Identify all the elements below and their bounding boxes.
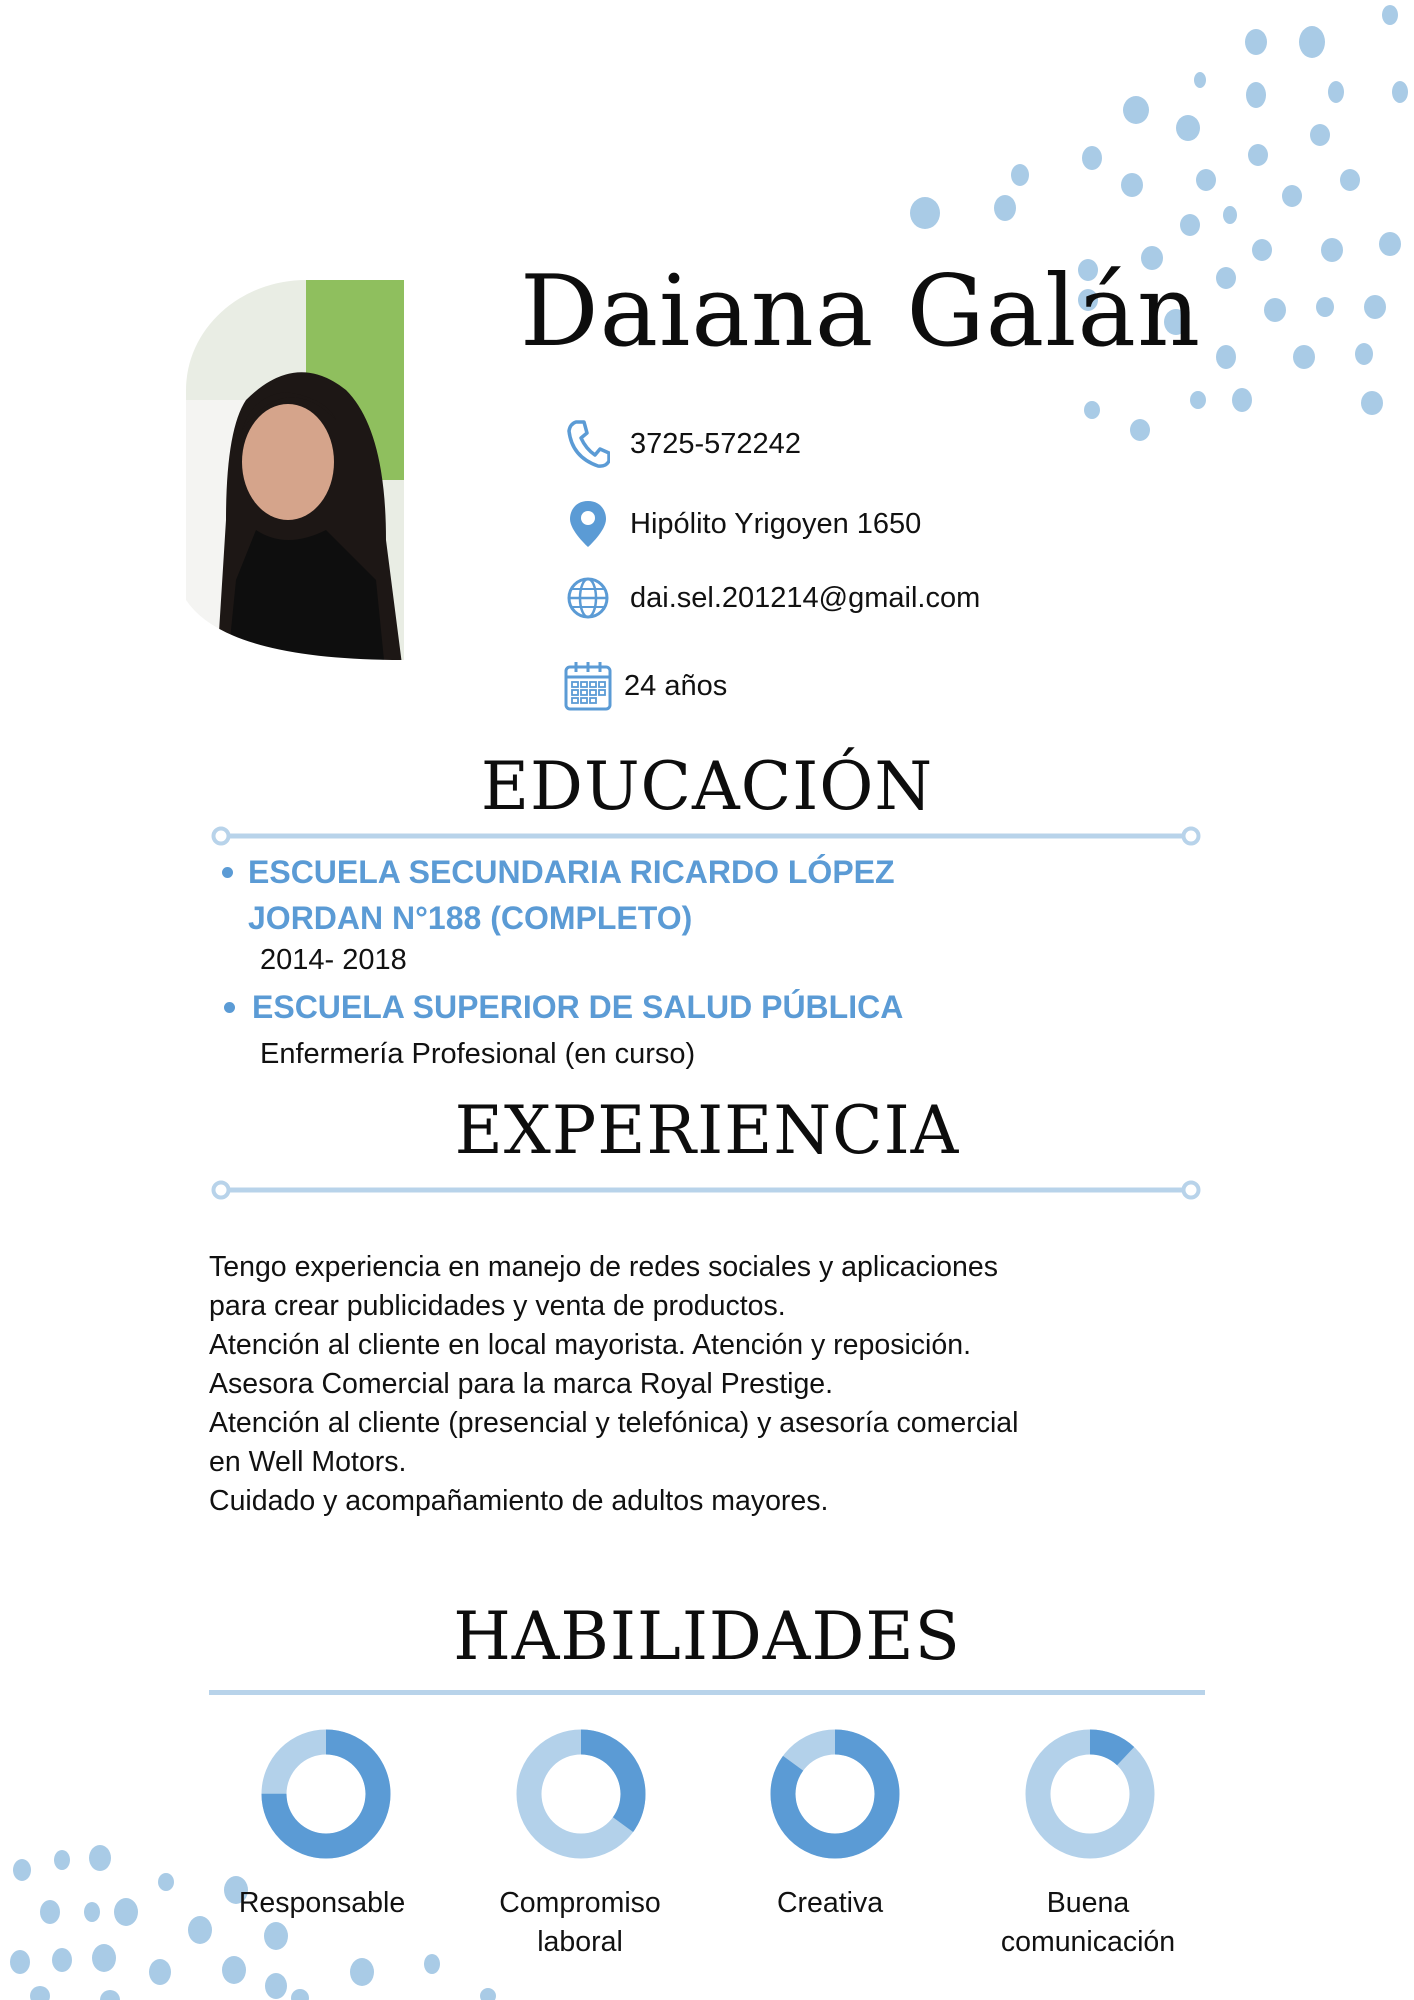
bullet <box>222 867 233 878</box>
skill-label-line: laboral <box>537 1926 623 1958</box>
skill-label-line: Creativa <box>776 1887 884 1919</box>
contact-age <box>560 656 727 716</box>
phone-number: 3725-572242 <box>630 427 801 460</box>
skill-label-line: Compromiso <box>499 1887 661 1919</box>
education-school-1-line2: JORDAN N°188 (COMPLETO) <box>248 900 693 936</box>
education-school-2-name: ESCUELA SUPERIOR DE SALUD PÚBLICA <box>252 989 904 1025</box>
skill-ring-compromiso <box>511 1724 651 1864</box>
bullet <box>224 1002 235 1013</box>
experience-line: Atención al cliente (presencial y telefónica) y asesoría comercial <box>209 1407 1019 1439</box>
experience-divider <box>210 1179 1202 1201</box>
experience-text <box>209 1248 1189 1521</box>
contact-phone <box>560 414 801 474</box>
experience-line: para crear publicidades y venta de productos. <box>209 1290 786 1322</box>
location-pin-icon <box>560 496 616 552</box>
skills-divider <box>209 1690 1205 1695</box>
candidate-name: Daiana Galán <box>520 255 1202 369</box>
skill-ring-track <box>1038 1742 1142 1846</box>
experience-line: Cuidado y acompañamiento de adultos mayores. <box>209 1485 829 1517</box>
skill-ring-creativa <box>765 1724 905 1864</box>
skill-label-line: Buena <box>1046 1887 1130 1919</box>
experience-line: Asesora Comercial para la marca Royal Prestige. <box>209 1368 834 1400</box>
address-text: Hipólito Yrigoyen 1650 <box>630 507 922 540</box>
phone-icon <box>560 416 616 472</box>
experience-line: en Well Motors. <box>209 1446 407 1478</box>
contact-address <box>560 494 921 554</box>
skill-label-compromiso <box>460 1884 700 1962</box>
contact-email <box>560 568 980 628</box>
skill-label-creativa <box>710 1884 950 1923</box>
skill-label-line: Responsable <box>238 1887 406 1919</box>
skill-ring-responsable <box>256 1724 396 1864</box>
education-divider <box>210 825 1202 847</box>
education-school-1-dates: 2014- 2018 <box>260 944 407 976</box>
age-text: 24 años <box>624 669 728 702</box>
skill-label-responsable <box>202 1884 442 1923</box>
experience-title: EXPERIENCIA <box>454 1092 960 1169</box>
globe-icon <box>560 570 616 626</box>
skill-label-comunicacion <box>968 1884 1208 1962</box>
experience-line: Tengo experiencia en manejo de redes sociales y aplicaciones <box>209 1251 998 1283</box>
skill-ring-comunicacion <box>1020 1724 1160 1864</box>
experience-line: Atención al cliente en local mayorista. Atención y reposición. <box>209 1329 971 1361</box>
calendar-icon <box>560 658 616 714</box>
education-title: EDUCACIÓN <box>480 748 934 825</box>
skill-label-line: comunicación <box>1000 1926 1176 1958</box>
profile-photo <box>186 280 404 680</box>
skills-title: HABILIDADES <box>453 1598 961 1675</box>
education-school-1-line1: ESCUELA SECUNDARIA RICARDO LÓPEZ <box>248 854 895 890</box>
email-text: dai.sel.201214@gmail.com <box>630 581 981 614</box>
education-school-2-detail: Enfermería Profesional (en curso) <box>260 1038 696 1070</box>
